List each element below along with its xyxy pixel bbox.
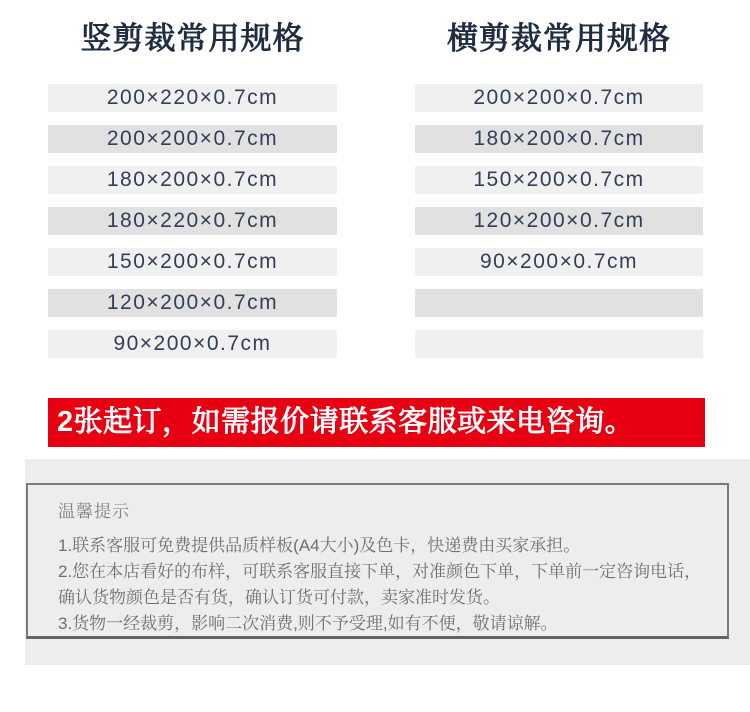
tips-item-3: 3.货物一经裁剪，影响二次消费,则不予受理,如有不便，敬请谅解。 xyxy=(58,614,558,633)
spec-row: 180×200×0.7cm xyxy=(48,166,337,194)
spec-row: 200×200×0.7cm xyxy=(415,84,703,112)
spec-row: 90×200×0.7cm xyxy=(415,248,703,276)
spec-row: 180×220×0.7cm xyxy=(48,207,337,235)
tips-item-1: 1.联系客服可免费提供品质样板(A4大小)及色卡，快递费由买家承担。 xyxy=(58,536,581,555)
min-order-notice-banner: 2张起订，如需报价请联系客服或来电咨询。 xyxy=(48,398,705,447)
horizontal-cut-rows xyxy=(415,84,703,371)
vertical-cut-table-title: 竖剪裁常用规格 xyxy=(80,21,305,56)
tips-item-2: 2.您在本店看好的布样，可联系客服直接下单，对准颜色下单，下单前一定咨询电话，确认货物颜色是否有货，确认订货可付款，卖家准时发货。 xyxy=(58,562,702,607)
spec-row: 120×200×0.7cm xyxy=(48,289,337,317)
spec-row: 90×200×0.7cm xyxy=(48,330,337,358)
tips-list xyxy=(58,533,706,637)
spec-row: 150×200×0.7cm xyxy=(48,248,337,276)
spec-row-empty xyxy=(415,330,703,358)
spec-row: 180×200×0.7cm xyxy=(415,125,703,153)
spec-row: 150×200×0.7cm xyxy=(415,166,703,194)
horizontal-cut-table-title: 横剪裁常用规格 xyxy=(447,21,671,56)
tips-title: 温馨提示 xyxy=(58,502,130,521)
spec-row: 200×200×0.7cm xyxy=(48,125,337,153)
tips-box xyxy=(26,483,729,639)
spec-row: 200×220×0.7cm xyxy=(48,84,337,112)
spec-row-empty xyxy=(415,289,703,317)
tips-panel xyxy=(25,459,750,665)
spec-row: 120×200×0.7cm xyxy=(415,207,703,235)
vertical-cut-rows xyxy=(48,84,337,371)
